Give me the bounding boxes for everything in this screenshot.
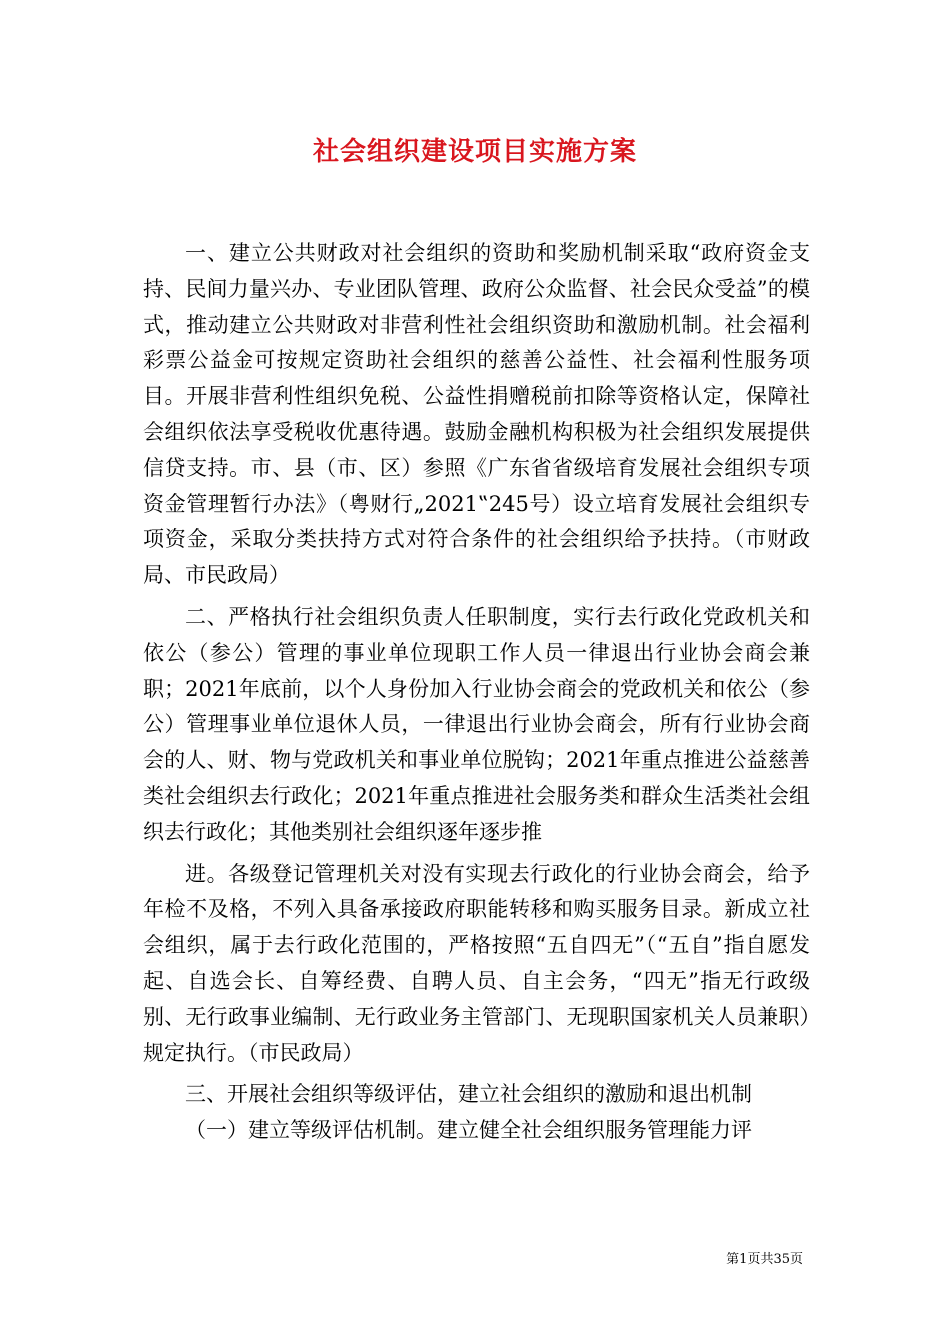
paragraph-5: （一）建立等级评估机制。建立健全社会组织服务管理能力评	[185, 1118, 752, 1143]
paragraph-1: 一、建立公共财政对社会组织的资助和奖励机制采取“政府资金支持、民间力量兴办、专业团队管理、政府公众监督、社会民众受益”的模式，推动建立公共财政对非营利性社会组织资助和激励机制。社会福利彩票公益金可按规定资助社会组织的慈善公益性、社会福利性服务项目。开展非营利性组织免税、公益性捐赠税前扣除等资格认定，保障社会组织依法享受税收优惠待遇。鼓励金融机构积极为社会组织发展提供信贷支持。市、县（市、区）参照《广东省省级培育发展社会组织专项资金管理暂行办法》（粤财行„2021‟245号）设立培育发展社会组织专项资金，采取分类扶持方式对符合条件的社会组织给予扶持。（市财政局、市民政局）	[143, 241, 810, 588]
paragraph-2: 二、严格执行社会组织负责人任职制度，实行去行政化党政机关和依公（参公）管理的事业单位现职工作人员一律退出行业协会商会兼职；2021年底前，以个人身份加入行业协会商会的党政机关和依公（参公）管理事业单位退休人员，一律退出行业协会商会，所有行业协会商会的人、财、物与党政机关和事业单位脱钩；2021年重点推进公益慈善类社会组织去行政化；2021年重点推进社会服务类和群众生活类社会组织去行政化；其他类别社会组织逐年逐步推	[143, 604, 810, 844]
document-body	[143, 236, 810, 1149]
document-title: 社会组织建设项目实施方案	[312, 137, 637, 167]
paragraph-4: 三、开展社会组织等级评估，建立社会组织的激励和退出机制	[185, 1082, 752, 1107]
paragraph-3: 进。各级登记管理机关对没有实现去行政化的行业协会商会，给予年检不及格，不列入具备承接政府职能转移和购买服务目录。新成立社会组织，属于去行政化范围的，严格按照“五自四无”（“五自”指自愿发起、自选会长、自筹经费、自聘人员、自主会务，“四无”指无行政级别、无行政事业编制、无行政业务主管部门、无现职国家机关人员兼职）规定执行。（市民政局）	[143, 861, 810, 1065]
page-number-footer: 第1页共35页	[726, 1252, 803, 1267]
